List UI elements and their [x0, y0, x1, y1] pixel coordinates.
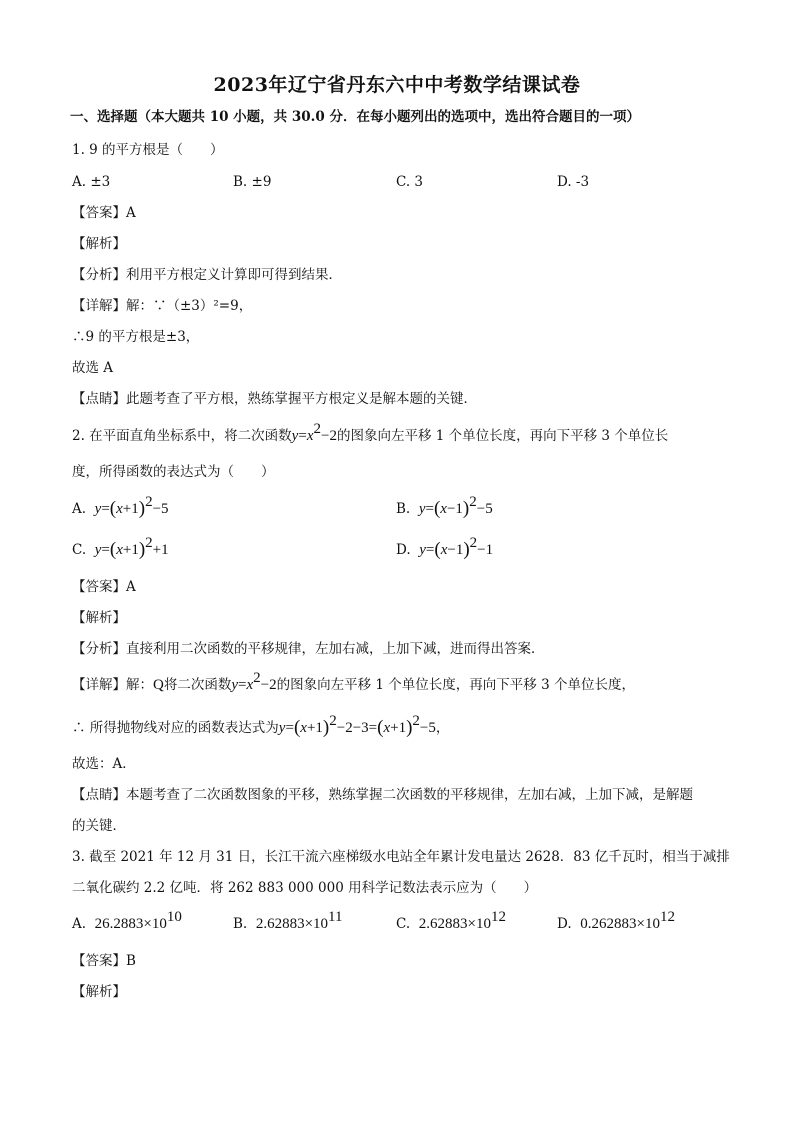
- q3-analysis-label: 【解析】: [72, 984, 126, 1000]
- q2-stem-line1: 2. 在平面直角坐标系中，将二次函数$y=x^2-2$的图象向左平移 1 个单位长度，再向下平移 3 个单位长: [72, 421, 669, 444]
- q1-fenxi: 【分析】利用平方根定义计算即可得到结果．: [72, 267, 342, 283]
- q2-fenxi: 【分析】直接利用二次函数的平移规律，左加右减，上加下减，进而得出答案．: [72, 641, 545, 657]
- q2-option-b: B. $y=(x-1)^2-5$: [396, 494, 493, 519]
- q2-option-d: D. $y=(x-1)^2-1$: [396, 535, 494, 560]
- q2-answer: 【答案】A: [72, 579, 136, 595]
- q2-stem-part2: 的图象向左平移 1 个单位长度，再向下平移 3 个单位长: [336, 428, 669, 444]
- q3-stem-line2: 二氧化碳约 2.2 亿吨．将 262 883 000 000 用科学记数法表示应为（ ）: [72, 880, 538, 896]
- q2-dianjing-line1: 【点睛】本题考查了二次函数图象的平移，熟练掌握二次函数的平移规律，左加右减，上加下减，是解题: [72, 787, 693, 803]
- q2-stem-line2: 度，所得函数的表达式为（ ）: [72, 464, 275, 480]
- q3-option-b: B. $2.62883\times 10^{11}$: [233, 909, 343, 932]
- q1-guxuan: 故选 A: [72, 360, 114, 376]
- q1-answer: 【答案】A: [72, 205, 136, 221]
- q2-option-c: C. $y=(x+1)^2+1$: [72, 535, 169, 560]
- q2-formula-original: y: [291, 428, 299, 444]
- q2-xiangjie: 【详解】解：Q将二次函数$y=x^2-2$的图象向左平移 1 个单位长度，再向下平移 3 个单位长度，: [72, 670, 635, 693]
- page-title: 2023年辽宁省丹东六中中考数学结课试卷: [213, 74, 581, 96]
- q1-option-a: A. ±3: [72, 174, 111, 190]
- q2-step2: ∴ 所得抛物线对应的函数表达式为$y=(x+1)^2-2-3=(x+1)^2-5$，: [72, 713, 450, 738]
- q2-therefore-symbol: ∴: [72, 720, 86, 736]
- q1-step2: ∴9 的平方根是±3，: [72, 329, 200, 345]
- q3-option-c: C. $2.62883\times 10^{12}$: [396, 909, 506, 932]
- q2-option-a: A. $y=(x+1)^2-5$: [72, 494, 169, 519]
- q1-dianjing: 【点睛】此题考查了平方根，熟练掌握平方根定义是解本题的关键．: [72, 391, 477, 407]
- q2-because-symbol: Q: [153, 677, 164, 693]
- q3-option-d: D. $0.262883\times 10^{12}$: [557, 909, 675, 932]
- section-heading: 一、选择题（本大题共 10 小题，共 30.0 分．在每小题列出的选项中，选出符合题目的一项）: [70, 109, 640, 125]
- q2-guxuan: 故选：A．: [72, 756, 136, 772]
- q2-stem-part1: 2. 在平面直角坐标系中，将二次函数: [72, 428, 292, 444]
- q1-option-d: D. -3: [557, 174, 590, 190]
- q2-dianjing-line2: 的关键．: [72, 818, 126, 834]
- q3-stem-line1: 3. 截至 2021 年 12 月 31 日，长江干流六座梯级水电站全年累计发电量达 2628．83 亿千瓦时，相当于减排: [72, 849, 730, 865]
- q1-option-c: C. 3: [396, 174, 424, 190]
- q1-analysis-label: 【解析】: [72, 236, 126, 252]
- q2-analysis-label: 【解析】: [72, 610, 126, 626]
- q1-xiangjie: 【详解】解：∵（±3）²=9，: [72, 298, 253, 314]
- q3-answer: 【答案】B: [72, 953, 136, 969]
- q1-option-b: B. ±9: [233, 174, 272, 190]
- q1-stem: 1. 9 的平方根是（ ）: [72, 142, 224, 158]
- q3-option-a: A. $26.2883\times 10^{10}$: [72, 909, 182, 932]
